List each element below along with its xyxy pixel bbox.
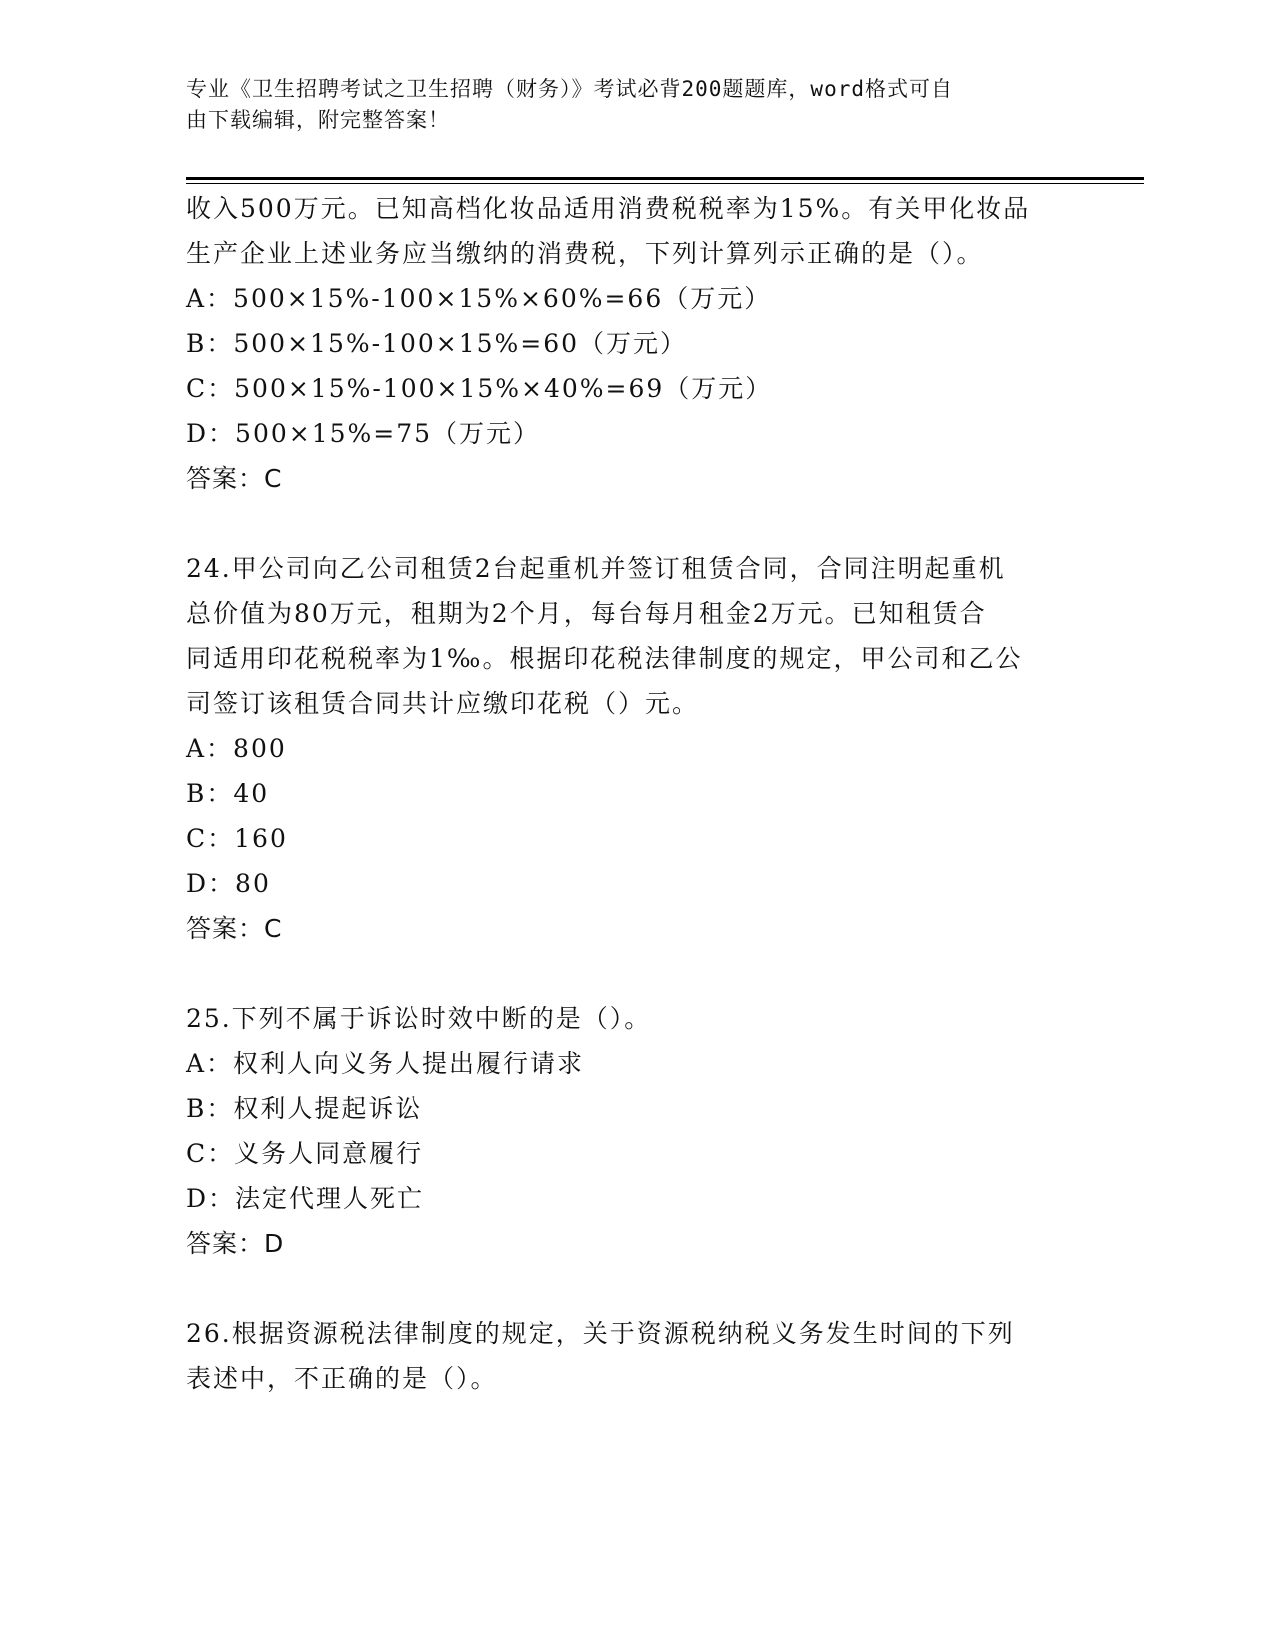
question-stem-line: 总价值为80万元，租期为2个月，每台每月租金2万元。已知租赁合: [186, 599, 987, 628]
document-header: [186, 74, 1066, 136]
header-rule-thin: [186, 183, 1144, 184]
option-c: C：160: [186, 824, 288, 853]
answer-line: 答案：D: [186, 1229, 285, 1258]
question-stem-line: 生产企业上述业务应当缴纳的消费税，下列计算列示正确的是（）。: [186, 239, 984, 268]
option-c: C：500×15%-100×15%×40%=69（万元）: [186, 374, 773, 403]
question-content: [186, 186, 1086, 1401]
header-line-2: 由下载编辑，附完整答案！: [186, 108, 450, 132]
question-stem-line: 25.下列不属于诉讼时效中断的是（）。: [186, 1004, 652, 1033]
question-stem-line: 表述中，不正确的是（）。: [186, 1364, 498, 1393]
question-stem-line: 司签订该租赁合同共计应缴印花税（）元。: [186, 689, 700, 718]
option-a: A：800: [186, 734, 287, 763]
option-d: D：80: [186, 869, 271, 898]
option-d: D：法定代理人死亡: [186, 1184, 425, 1213]
question-stem-line: 同适用印花税税率为1‰。根据印花税法律制度的规定，甲公司和乙公: [186, 644, 1023, 673]
option-a: A：权利人向义务人提出履行请求: [186, 1049, 585, 1078]
question-25: [186, 996, 1086, 1266]
option-c: C：义务人同意履行: [186, 1139, 424, 1168]
question-26: [186, 1311, 1086, 1401]
answer-line: 答案：C: [186, 914, 283, 943]
header-line-1: 专业《卫生招聘考试之卫生招聘（财务）》考试必背200题题库，word格式可自: [186, 77, 953, 101]
question-stem-line: 26.根据资源税法律制度的规定，关于资源税纳税义务发生时间的下列: [186, 1319, 1015, 1348]
question-24: [186, 546, 1086, 951]
question-spacer: [186, 501, 1086, 546]
question-23: [186, 186, 1086, 501]
question-stem-line: 24.甲公司向乙公司租赁2台起重机并签订租赁合同，合同注明起重机: [186, 554, 1006, 583]
option-a: A：500×15%-100×15%×60%=66（万元）: [186, 284, 772, 313]
option-b: B：40: [186, 779, 270, 808]
answer-line: 答案：C: [186, 464, 283, 493]
option-b: B：500×15%-100×15%=60（万元）: [186, 329, 688, 358]
question-spacer: [186, 951, 1086, 996]
question-stem-line: 收入500万元。已知高档化妆品适用消费税税率为15%。有关甲化妆品: [186, 194, 1031, 223]
header-rule-thick: [186, 177, 1144, 180]
question-spacer: [186, 1266, 1086, 1311]
option-d: D：500×15%=75（万元）: [186, 419, 541, 448]
option-b: B：权利人提起诉讼: [186, 1094, 423, 1123]
